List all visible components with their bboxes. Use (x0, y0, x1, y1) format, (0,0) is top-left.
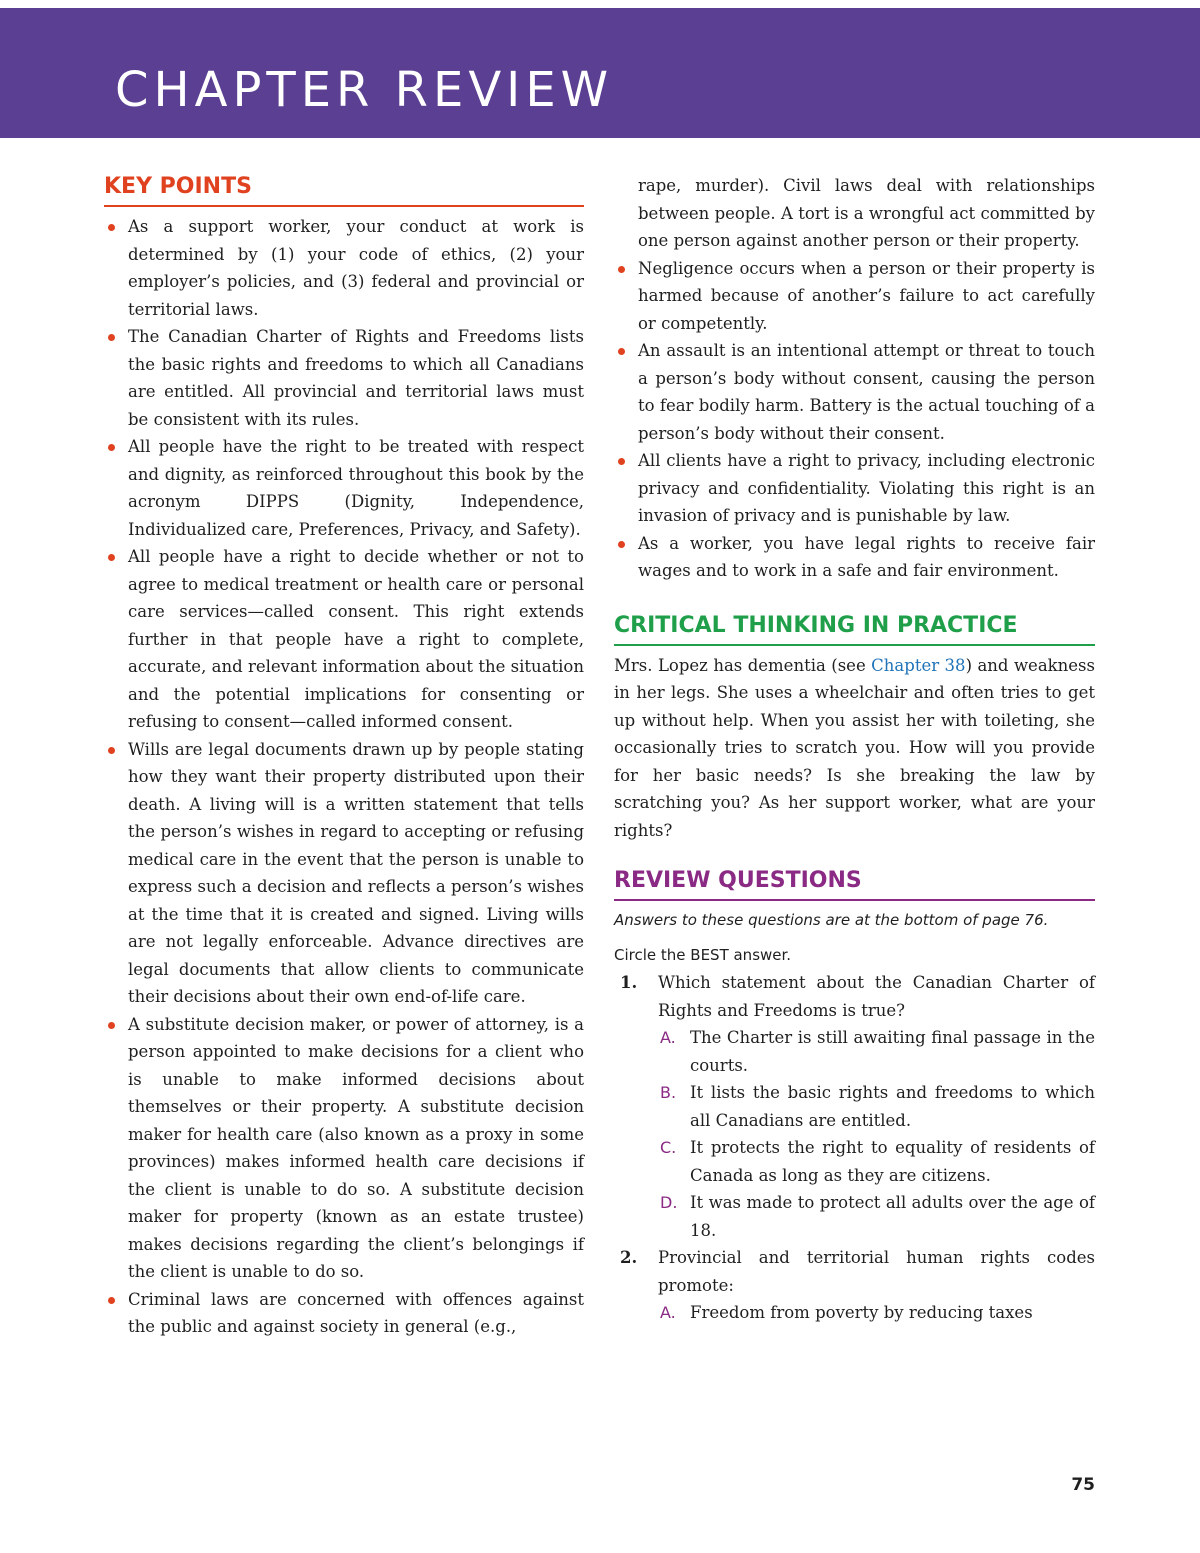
key-points-heading: KEY POINTS (104, 172, 584, 207)
key-point: As a worker, you have legal rights to receive fair wages and to work in a safe and fair environment. (614, 530, 1095, 585)
option-letter: C. (660, 1138, 677, 1157)
option-text: It lists the basic rights and freedoms to which all Canadians are entitled. (690, 1083, 1095, 1130)
review-questions-heading: REVIEW QUESTIONS (614, 866, 1095, 901)
key-point: An assault is an intentional attempt or threat to touch a person’s body without consent, causing the person to fear bodily harm. Battery is the actual touching of a person’s body without their consent. (614, 337, 1095, 447)
option-letter: D. (660, 1193, 678, 1212)
question-number: 1. (620, 973, 638, 992)
option-letter: A. (660, 1028, 676, 1047)
option-letter: B. (660, 1083, 677, 1102)
chapter-title: CHAPTER REVIEW (115, 62, 614, 118)
critical-thinking-text-start: Mrs. Lopez has dementia (see (614, 655, 872, 675)
key-point: All people have a right to decide whether or not to agree to medical treatment or health care or personal care services—called consent. This right extends further in that people have a right to complete, accurate, and relevant information about the situation and the potential implications for consenting or refusing to consent—called informed consent. (104, 543, 584, 736)
question-2 (614, 1244, 1095, 1299)
key-point-continuation: rape, murder). Civil laws deal with relationships between people. A tort is a wrongful act committed by one person against another person or their property. (638, 176, 1095, 250)
chapter-banner (0, 8, 1200, 138)
answer-option[interactable] (614, 1189, 1095, 1244)
answer-option[interactable] (614, 1299, 1095, 1327)
chapter-38-link[interactable]: Chapter 38 (871, 655, 966, 675)
key-point: A substitute decision maker, or power of attorney, is a person appointed to make decisions for a client who is unable to make informed decisions about themselves or their property. A substitute decision maker for health care (also known as a proxy in some provinces) makes informed health care decisions if the client is unable to do so. A substitute decision maker for property (known as an estate trustee) makes decisions regarding the client’s belongings if the client is unable to do so. (104, 1011, 584, 1286)
question-text: Which statement about the Canadian Charter of Rights and Freedoms is true? (658, 973, 1095, 1020)
question-1 (614, 969, 1095, 1024)
critical-thinking-text-end: ) and weakness in her legs. She uses a wheelchair and often tries to get up without help. When you assist her with toileting, she occasionally tries to scratch you. How will you provide for her basic needs? Is she breaking the law by scratching you? As her support worker, what are your rights? (614, 655, 1095, 840)
key-point: Negligence occurs when a person or their property is harmed because of another’s failure to act carefully or competently. (614, 255, 1095, 338)
option-text: The Charter is still awaiting final passage in the courts. (690, 1028, 1095, 1075)
key-point: As a support worker, your conduct at work is determined by (1) your code of ethics, (2) your employer’s policies, and (3) federal and provincial or territorial laws. (104, 213, 584, 323)
key-points-list (104, 213, 584, 1341)
page-number: 75 (1071, 1475, 1095, 1495)
circle-instruction: Circle the BEST answer. (614, 946, 792, 964)
answer-option[interactable] (614, 1079, 1095, 1134)
option-text: It protects the right to equality of residents of Canada as long as they are citizens. (690, 1138, 1095, 1185)
key-point: All people have the right to be treated with respect and dignity, as reinforced throughout this book by the acronym DIPPS (Dignity, Independence, Individualized care, Preferences, Privacy, and Safety). (104, 433, 584, 543)
right-column (614, 172, 1095, 1327)
answer-option[interactable] (614, 1134, 1095, 1189)
option-letter: A. (660, 1303, 676, 1322)
critical-thinking-text (614, 652, 1095, 845)
answers-note: Answers to these questions are at the bottom of page 76. (614, 911, 1049, 929)
critical-thinking-heading: CRITICAL THINKING IN PRACTICE (614, 611, 1095, 646)
option-text: It was made to protect all adults over the age of 18. (690, 1193, 1095, 1240)
key-point: All clients have a right to privacy, including electronic privacy and confidentiality. Violating this right is an invasion of privacy and is punishable by law. (614, 447, 1095, 530)
answer-option[interactable] (614, 1024, 1095, 1079)
key-point: Criminal laws are concerned with offences against the public and against society in general (e.g., (104, 1286, 584, 1341)
key-point: The Canadian Charter of Rights and Freedoms lists the basic rights and freedoms to which all Canadians are entitled. All provincial and territorial laws must be consistent with its rules. (104, 323, 584, 433)
question-number: 2. (620, 1248, 638, 1267)
left-column (104, 172, 584, 1341)
key-point: Wills are legal documents drawn up by people stating how they want their property distributed upon their death. A living will is a written statement that tells the person’s wishes in regard to accepting or refusing medical care in the event that the person is unable to express such a decision and reflects a person’s wishes at the time that it is created and signed. Living wills are not legally enforceable. Advance directives are legal documents that allow clients to communicate their decisions about their own end-of-life care. (104, 736, 584, 1011)
option-text: Freedom from poverty by reducing taxes (690, 1303, 1033, 1322)
key-points-list-continued (614, 255, 1095, 585)
question-text: Provincial and territorial human rights codes promote: (658, 1248, 1095, 1295)
